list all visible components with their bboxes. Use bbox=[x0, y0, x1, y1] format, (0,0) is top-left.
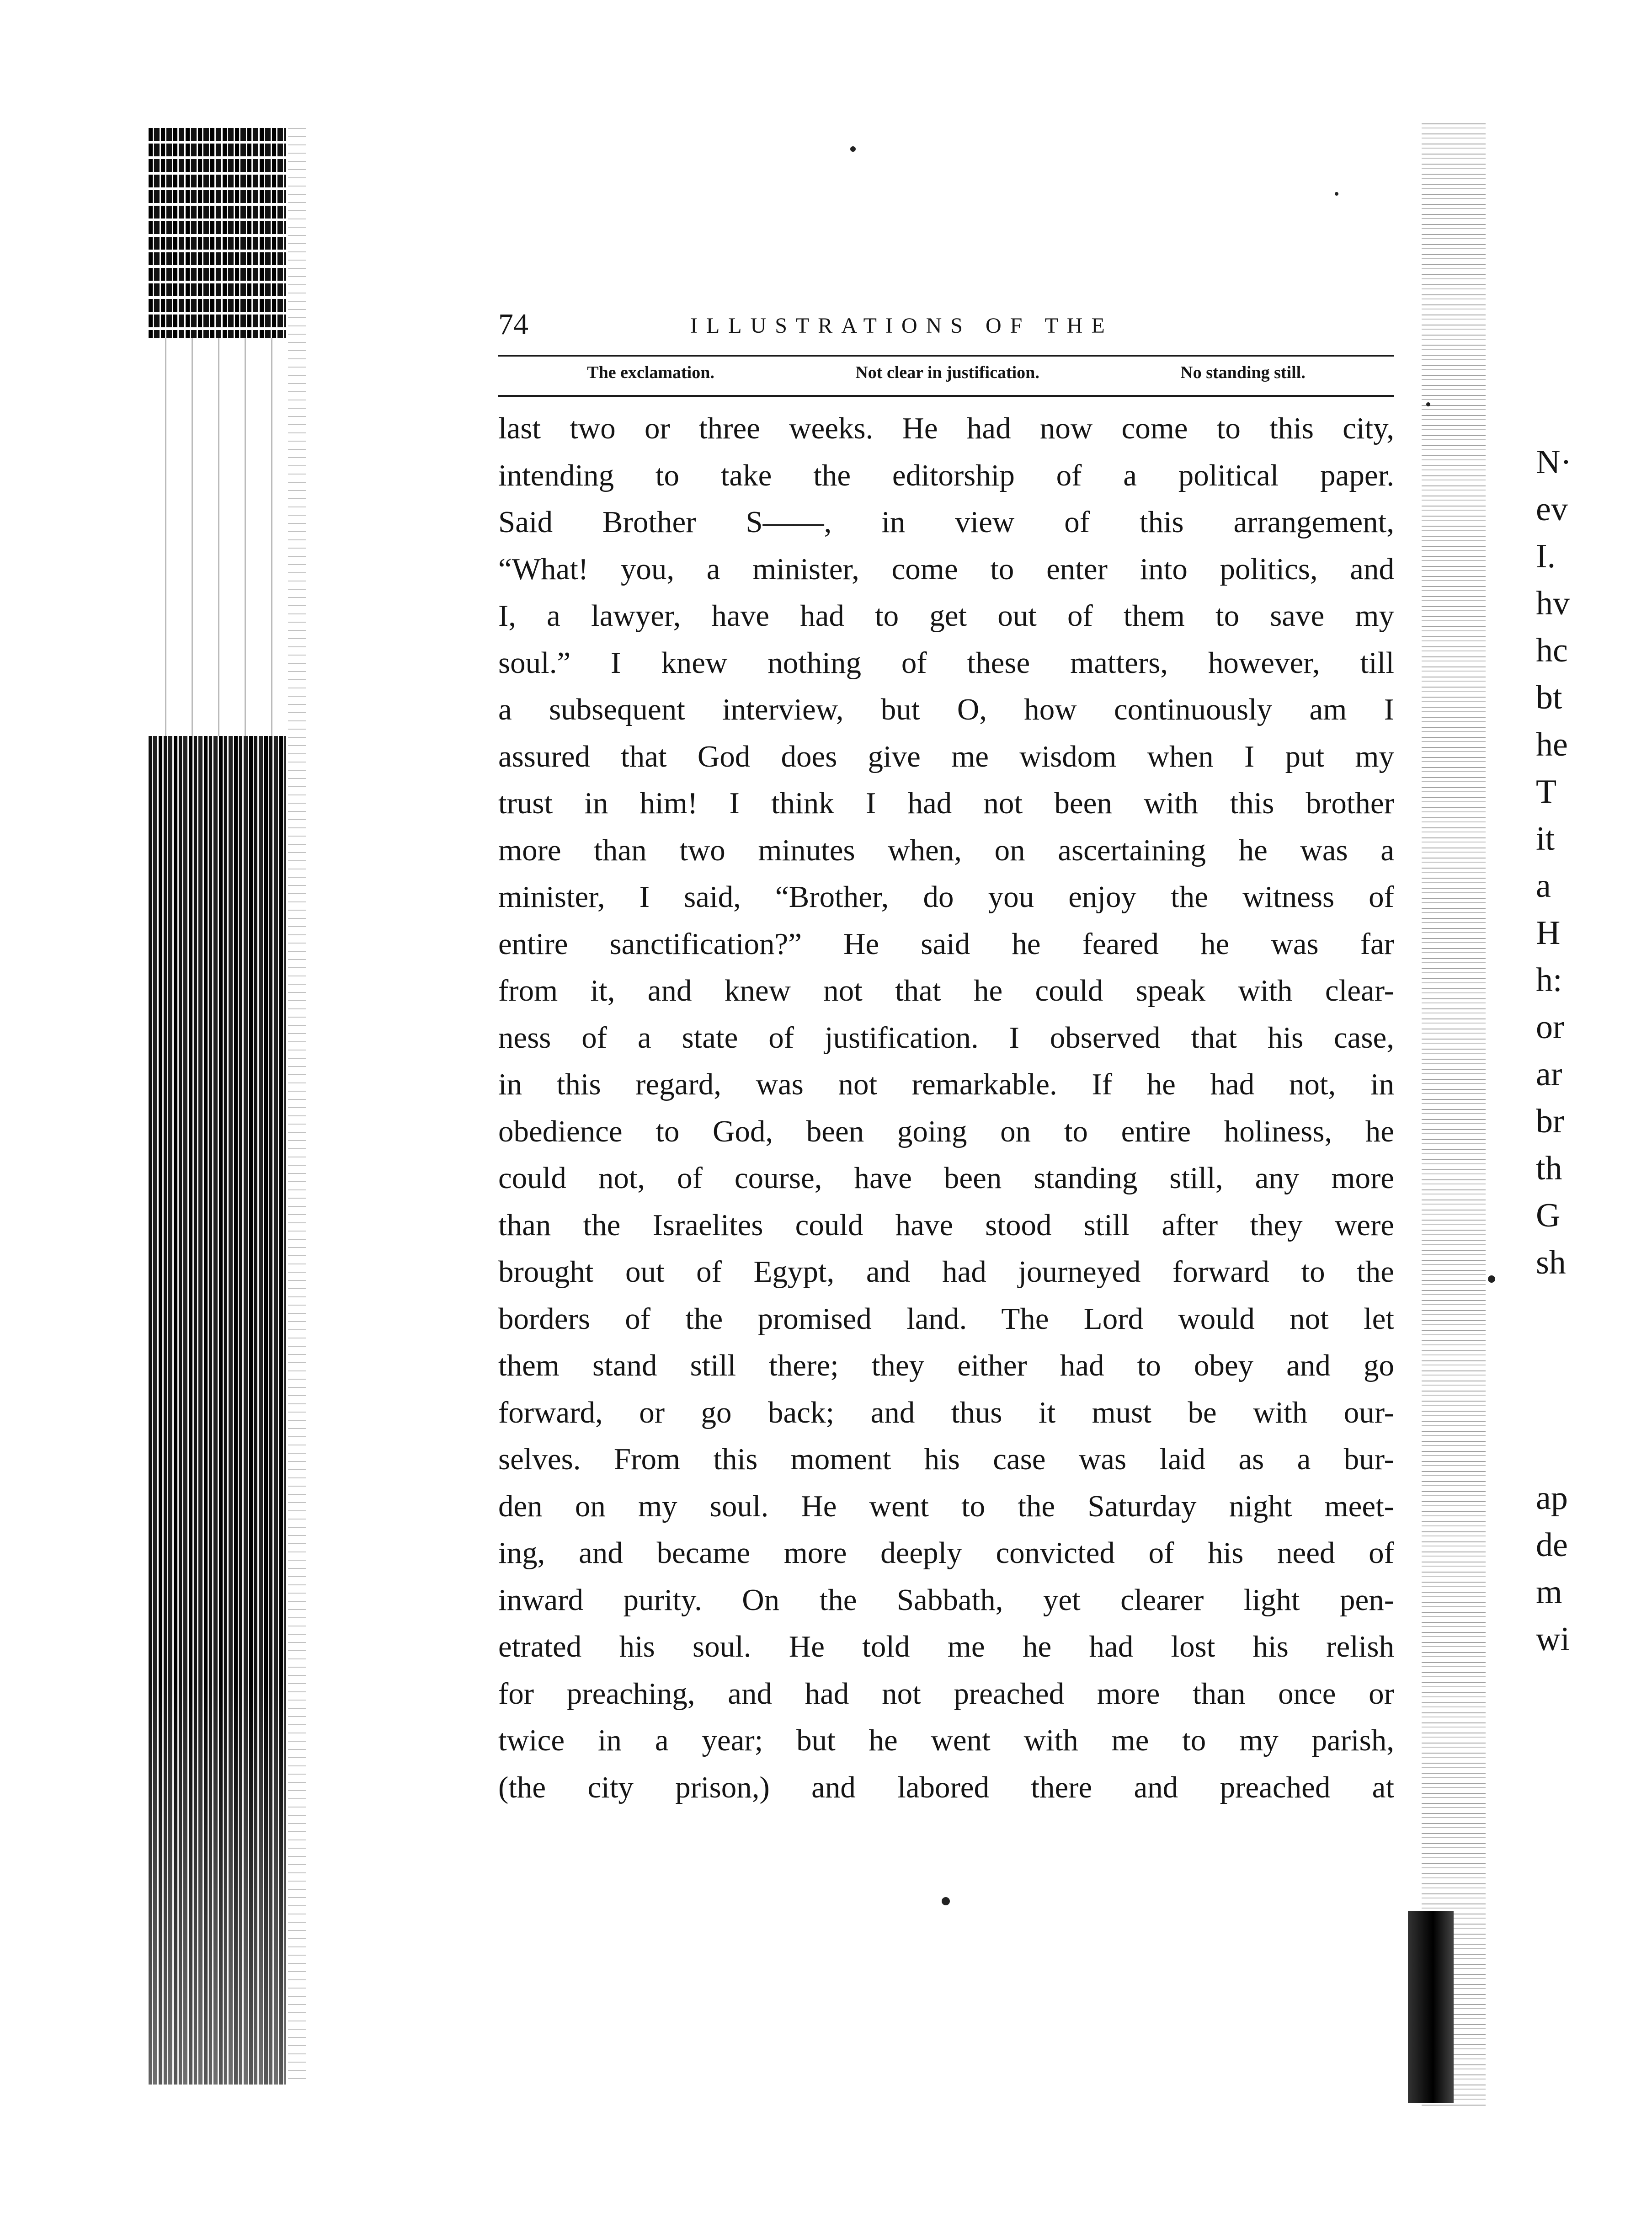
facing-page-fragment: bt bbox=[1536, 679, 1562, 716]
text-line: obedience to God, been going on to entire holiness, he bbox=[498, 1114, 1394, 1148]
text-line: for preaching, and had not preached more than once or bbox=[498, 1676, 1394, 1711]
facing-page-fragment: hc bbox=[1536, 632, 1568, 669]
text-line: I, a lawyer, have had to get out of them to save my bbox=[498, 599, 1394, 633]
text-line: forward, or go back; and thus it must be with our- bbox=[498, 1395, 1394, 1429]
text-line: borders of the promised land. The Lord would not let bbox=[498, 1301, 1394, 1336]
shoulder-note: Not clear in justification. bbox=[855, 363, 1039, 382]
text-line: in this regard, was not remarkable. If he had not, in bbox=[498, 1067, 1394, 1101]
facing-page-fragment: br bbox=[1536, 1103, 1564, 1140]
text-line: twice in a year; but he went with me to my parish, bbox=[498, 1723, 1394, 1757]
text-line: minister, I said, “Brother, do you enjoy the witness of bbox=[498, 880, 1394, 914]
scan-speck bbox=[1488, 1275, 1495, 1283]
facing-page-fragment: sh bbox=[1536, 1244, 1566, 1281]
text-line: ing, and became more deeply convicted of his need of bbox=[498, 1536, 1394, 1570]
facing-page-fragment bbox=[1536, 1286, 1641, 1333]
scan-right-edge-shadow bbox=[1408, 1911, 1454, 2103]
running-head bbox=[498, 306, 1394, 347]
running-title: ILLUSTRATIONS OF THE bbox=[690, 314, 1114, 338]
facing-page-fragment: ev bbox=[1536, 491, 1568, 528]
scan-speck bbox=[942, 1897, 950, 1905]
facing-page-fragment bbox=[1536, 1333, 1641, 1381]
binding-top-pattern bbox=[149, 128, 286, 338]
text-line: selves. From this moment his case was laid as a bur- bbox=[498, 1442, 1394, 1476]
facing-page-fragment: th bbox=[1536, 1150, 1562, 1187]
facing-page-fragment: a bbox=[1536, 867, 1551, 905]
scan-speck bbox=[850, 146, 856, 152]
text-line: “What! you, a minister, come to enter into politics, and bbox=[498, 552, 1394, 586]
text-line: Said Brother S——, in view of this arrangement, bbox=[498, 505, 1394, 539]
binding-speckle bbox=[288, 128, 306, 2085]
facing-page-fragment: wi bbox=[1536, 1621, 1570, 1658]
facing-page-fragment: ar bbox=[1536, 1056, 1562, 1093]
text-line: a subsequent interview, but O, how continuously am I bbox=[498, 693, 1394, 726]
text-line: last two or three weeks. He had now come to this city, bbox=[498, 411, 1394, 445]
text-line: den on my soul. He went to the Saturday night meet- bbox=[498, 1489, 1394, 1523]
text-line: etrated his soul. He told me he had lost his relish bbox=[498, 1630, 1394, 1664]
text-line: (the city prison,) and labored there and preached at bbox=[498, 1770, 1394, 1804]
text-line: from it, and knew not that he could speak with clear- bbox=[498, 974, 1394, 1008]
facing-page-fragment: N· bbox=[1536, 443, 1572, 481]
facing-page-fragment: ap bbox=[1536, 1479, 1568, 1517]
text-line: inward purity. On the Sabbath, yet clearer light pen- bbox=[498, 1583, 1394, 1617]
text-line: ness of a state of justification. I observed that his case, bbox=[498, 1020, 1394, 1055]
text-line: could not, of course, have been standing still, any more bbox=[498, 1161, 1394, 1195]
text-line: soul.” I knew nothing of these matters, however, till bbox=[498, 645, 1394, 680]
facing-page-fragment bbox=[1536, 1381, 1641, 1428]
facing-page-fragment: G bbox=[1536, 1197, 1561, 1234]
page-number: 74 bbox=[498, 308, 528, 341]
text-line: than the Israelites could have stood still after they were bbox=[498, 1208, 1394, 1242]
facing-page-fragment: h: bbox=[1536, 961, 1562, 999]
facing-page-fragment: I. bbox=[1536, 538, 1556, 575]
shoulder-note: No standing still. bbox=[1180, 363, 1306, 382]
facing-page-fragment: hv bbox=[1536, 585, 1570, 622]
facing-page-fragment: it bbox=[1536, 820, 1555, 858]
text-line: intending to take the editorship of a political paper. bbox=[498, 458, 1394, 492]
scan-right-page-edge bbox=[1422, 123, 1486, 2107]
facing-page-fragment: de bbox=[1536, 1526, 1568, 1564]
text-line: brought out of Egypt, and had journeyed forward to the bbox=[498, 1255, 1394, 1289]
text-line: them stand still there; they either had to obey and go bbox=[498, 1349, 1394, 1382]
scan-left-gutter bbox=[123, 128, 306, 2085]
facing-page-fragment: m bbox=[1536, 1573, 1562, 1611]
binding-light-band bbox=[149, 338, 286, 736]
facing-page-fragment: T bbox=[1536, 773, 1557, 810]
facing-page-fragment: he bbox=[1536, 726, 1568, 763]
book-page bbox=[498, 306, 1394, 1811]
facing-page-fragments bbox=[1536, 439, 1641, 1663]
header-rule-bottom bbox=[498, 395, 1394, 397]
scan-speck bbox=[1335, 192, 1338, 196]
body-text bbox=[498, 405, 1394, 1811]
text-line: assured that God does give me wisdom when I put my bbox=[498, 739, 1394, 773]
binding-fade bbox=[149, 1682, 286, 2085]
facing-page-fragment bbox=[1536, 1428, 1641, 1475]
shoulder-note: The exclamation. bbox=[587, 363, 714, 382]
text-line: entire sanctification?” He said he feared he was far bbox=[498, 927, 1394, 961]
text-line: more than two minutes when, on ascertaining he was a bbox=[498, 833, 1394, 867]
text-line: trust in him! I think I had not been with this brother bbox=[498, 786, 1394, 820]
shoulder-notes bbox=[498, 357, 1394, 389]
scan-speck bbox=[1426, 402, 1430, 406]
facing-page-fragment: or bbox=[1536, 1008, 1564, 1046]
facing-page-fragment: H bbox=[1536, 914, 1561, 952]
